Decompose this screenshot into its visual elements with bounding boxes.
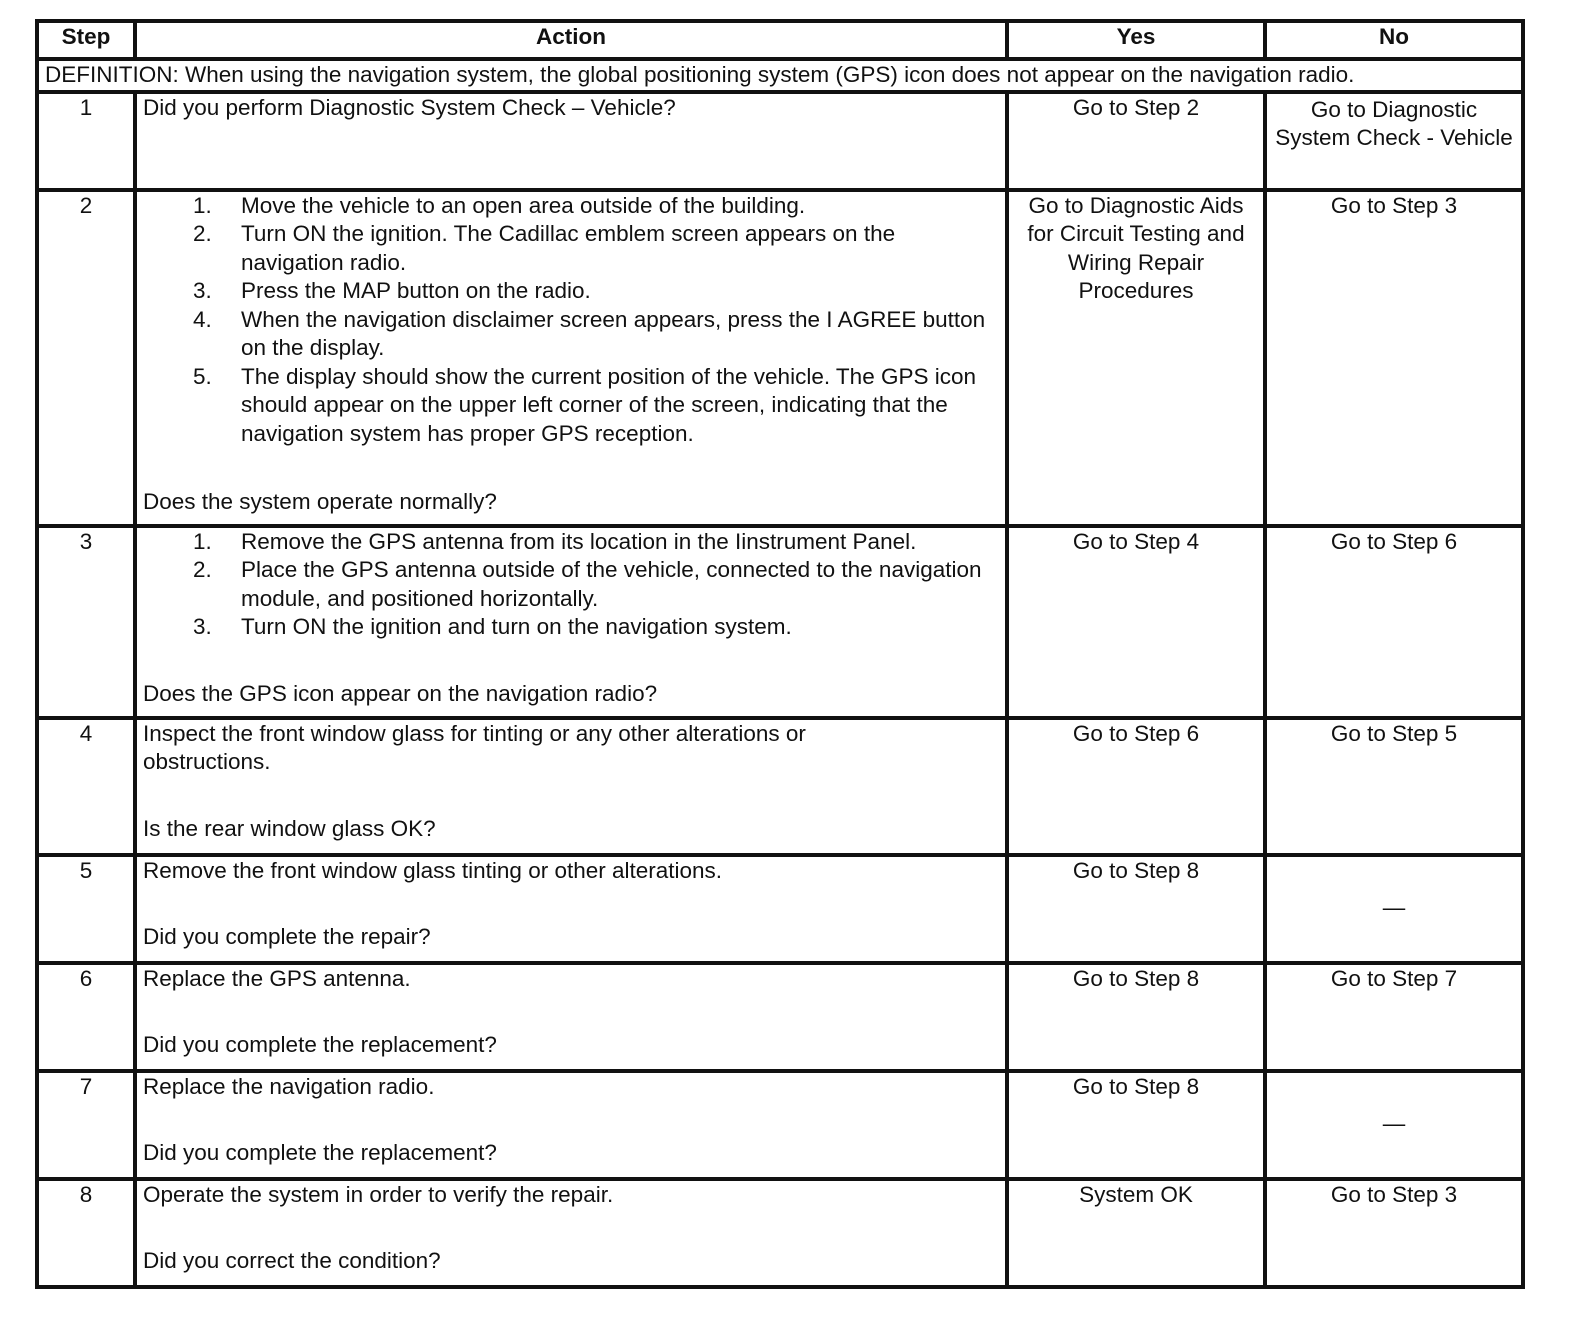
yes-cell: Go to Step 6 <box>1007 718 1265 855</box>
no-cell: Go to Step 5 <box>1265 718 1523 855</box>
step-number: 1 <box>37 92 135 190</box>
action-steps-list <box>143 528 999 642</box>
action-cell <box>135 718 1007 855</box>
yes-cell: Go to Step 8 <box>1007 963 1265 1071</box>
list-item: 2. Turn ON the ignition. The Cadillac emblem screen appears on the navigation radio. <box>193 221 896 275</box>
yes-cell: Go to Step 8 <box>1007 855 1265 963</box>
table-row <box>37 855 1523 963</box>
action-question: Did you complete the repair? <box>143 924 431 949</box>
list-item: 2. Place the GPS antenna outside of the vehicle, connected to the navigation module, and positioned horizontally. <box>193 557 982 611</box>
step-number: 4 <box>37 718 135 855</box>
definition-row <box>37 59 1523 92</box>
action-cell <box>135 92 1007 190</box>
no-cell: Go to Step 7 <box>1265 963 1523 1071</box>
action-question: Does the GPS icon appear on the navigation radio? <box>143 680 658 706</box>
header-action: Action <box>135 21 1007 59</box>
list-item: 1. Remove the GPS antenna from its location in the Iinstrument Panel. <box>193 528 917 554</box>
action-cell <box>135 190 1007 526</box>
header-no: No <box>1265 21 1523 59</box>
header-step: Step <box>37 21 135 59</box>
table-row <box>37 1179 1523 1287</box>
yes-cell: System OK <box>1007 1179 1265 1287</box>
action-steps-list <box>143 192 999 449</box>
action-question: Is the rear window glass OK? <box>143 815 436 841</box>
action-cell <box>135 526 1007 718</box>
definition-text: DEFINITION: When using the navigation system, the global positioning system (GPS) icon does not appear on the navigation radio. <box>37 59 1523 92</box>
no-cell: Go to Step 6 <box>1265 526 1523 718</box>
step-number: 5 <box>37 855 135 963</box>
no-cell: Go to Diagnostic System Check - Vehicle <box>1265 92 1523 190</box>
no-cell: — <box>1265 1071 1523 1179</box>
list-item: 3. Press the MAP button on the radio. <box>193 278 591 303</box>
action-cell <box>135 1071 1007 1179</box>
action-intro: Operate the system in order to verify the repair. <box>143 1181 614 1207</box>
action-cell <box>135 963 1007 1071</box>
yes-cell: Go to Diagnostic Aids for Circuit Testing and Wiring Repair Procedures <box>1007 190 1265 526</box>
yes-cell: Go to Step 8 <box>1007 1071 1265 1179</box>
no-cell: Go to Step 3 <box>1265 190 1523 526</box>
list-item: 3. Turn ON the ignition and turn on the navigation system. <box>193 614 792 639</box>
diagnostic-table <box>35 19 1525 1289</box>
action-intro: Replace the GPS antenna. <box>143 965 411 991</box>
step-number: 2 <box>37 190 135 526</box>
table-row <box>37 718 1523 855</box>
action-intro: Remove the front window glass tinting or other alterations. <box>143 857 723 883</box>
step-number: 3 <box>37 526 135 718</box>
header-yes: Yes <box>1007 21 1265 59</box>
no-cell: — <box>1265 855 1523 963</box>
list-item: 5. The display should show the current position of the vehicle. The GPS icon should appear on the upper left corner of the screen, indicating that the navigation system has proper GPS reception. <box>193 363 976 446</box>
list-item: 1. Move the vehicle to an open area outside of the building. <box>193 192 806 218</box>
action-question: Does the system operate normally? <box>143 489 497 514</box>
action-intro: Inspect the front window glass for tinting or any other alterations or obstructions. <box>143 720 806 774</box>
action-question: Did you complete the replacement? <box>143 1032 497 1057</box>
table-row <box>37 1071 1523 1179</box>
yes-cell: Go to Step 4 <box>1007 526 1265 718</box>
no-cell: Go to Step 3 <box>1265 1179 1523 1287</box>
action-intro: Did you perform Diagnostic System Check – Vehicle? <box>143 94 676 120</box>
step-number: 6 <box>37 963 135 1071</box>
action-question: Did you correct the condition? <box>143 1248 441 1273</box>
header-row <box>37 21 1523 59</box>
step-number: 8 <box>37 1179 135 1287</box>
action-cell <box>135 855 1007 963</box>
table-row <box>37 526 1523 718</box>
table-row <box>37 963 1523 1071</box>
action-cell <box>135 1179 1007 1287</box>
yes-cell: Go to Step 2 <box>1007 92 1265 190</box>
step-number: 7 <box>37 1071 135 1179</box>
action-question: Did you complete the replacement? <box>143 1140 497 1165</box>
table-row <box>37 190 1523 526</box>
action-intro: Replace the navigation radio. <box>143 1073 435 1099</box>
table-row <box>37 92 1523 190</box>
list-item: 4. When the navigation disclaimer screen appears, press the I AGREE button on the display. <box>193 306 986 360</box>
